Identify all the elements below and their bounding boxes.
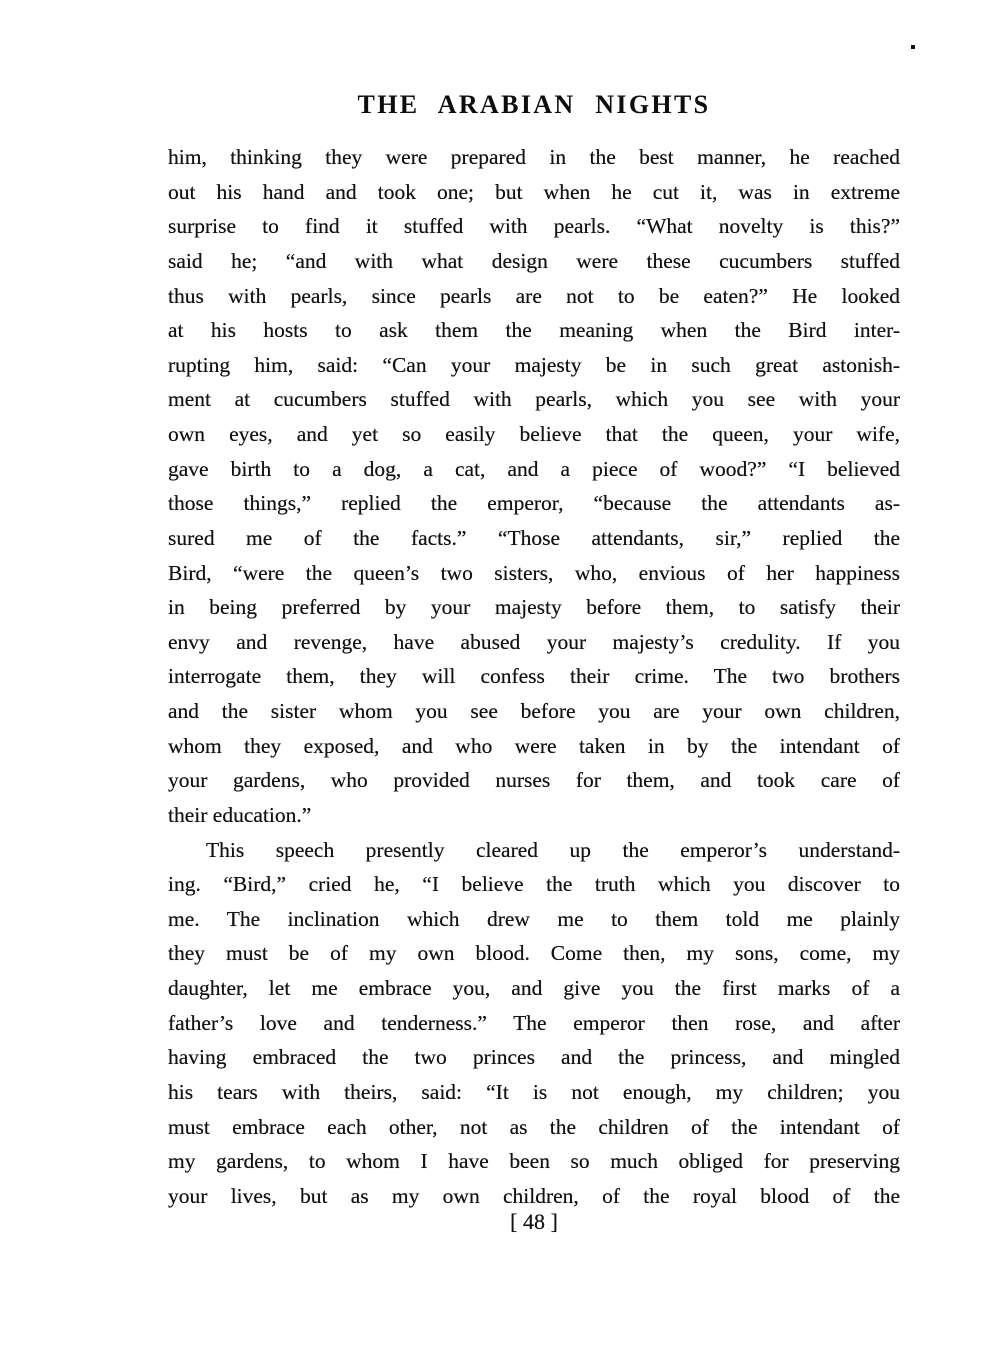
text-line: your lives, but as my own children, of the royal blood of the <box>168 1183 900 1208</box>
text-line: they must be of my own blood. Come then, my sons, come, my <box>168 941 900 966</box>
text-line: their education.” <box>168 802 312 827</box>
text-line: in being preferred by your majesty before them, to satisfy their <box>168 595 900 620</box>
text-line: gave birth to a dog, a cat, and a piece of wood?” “I believed <box>168 456 900 481</box>
text-line: at his hosts to ask them the meaning when the Bird inter- <box>168 318 900 343</box>
text-line: ment at cucumbers stuffed with pearls, which you see with your <box>168 387 900 412</box>
text-line: envy and revenge, have abused your majesty’s credulity. If you <box>168 629 900 654</box>
text-line: your gardens, who provided nurses for them, and took care of <box>168 768 900 793</box>
text-line: daughter, let me embrace you, and give you the first marks of a <box>168 976 900 1000</box>
text-line: thus with pearls, since pearls are not to be eaten?” He looked <box>168 283 900 308</box>
text-line: sured me of the facts.” “Those attendants, sir,” replied the <box>168 525 900 550</box>
paragraph <box>168 140 900 833</box>
text-line: father’s love and tenderness.” The emperor then rose, and after <box>168 1010 900 1035</box>
text-line: having embraced the two princes and the princess, and mingled <box>168 1045 900 1070</box>
text-line: whom they exposed, and who were taken in by the intendant of <box>168 733 900 758</box>
text-line: me. The inclination which drew me to them told me plainly <box>168 906 900 931</box>
text-line: his tears with theirs, said: “It is not enough, my children; you <box>168 1079 900 1104</box>
text-line: those things,” replied the emperor, “because the attendants as- <box>168 491 900 516</box>
text-line: ing. “Bird,” cried he, “I believe the truth which you discover to <box>168 872 900 897</box>
ink-speck <box>911 45 915 49</box>
text-line: my gardens, to whom I have been so much obliged for preserving <box>168 1149 900 1174</box>
running-head: THE ARABIAN NIGHTS <box>357 90 711 119</box>
text-line: own eyes, and yet so easily believe that the queen, your wife, <box>168 422 900 446</box>
text-line: This speech presently cleared up the emperor’s understand- <box>206 837 900 862</box>
text-line: said he; “and with what design were these cucumbers stuffed <box>168 248 900 273</box>
text-line: rupting him, said: “Can your majesty be in such great astonish- <box>168 352 900 377</box>
text-line: him, thinking they were prepared in the best manner, he reached <box>168 145 900 169</box>
paragraph <box>168 833 900 1214</box>
page-number: [ 48 ] <box>510 1209 558 1234</box>
text-line: must embrace each other, not as the children of the intendant of <box>168 1114 900 1139</box>
text-line: Bird, “were the queen’s two sisters, who, envious of her happiness <box>168 560 900 585</box>
text-line: out his hand and took one; but when he cut it, was in extreme <box>168 179 900 204</box>
text-column <box>168 140 900 1213</box>
text-line: surprise to find it stuffed with pearls. “What novelty is this?” <box>168 214 900 239</box>
text-line: and the sister whom you see before you are your own children, <box>168 699 900 723</box>
text-line: interrogate them, they will confess their crime. The two brothers <box>168 664 900 689</box>
